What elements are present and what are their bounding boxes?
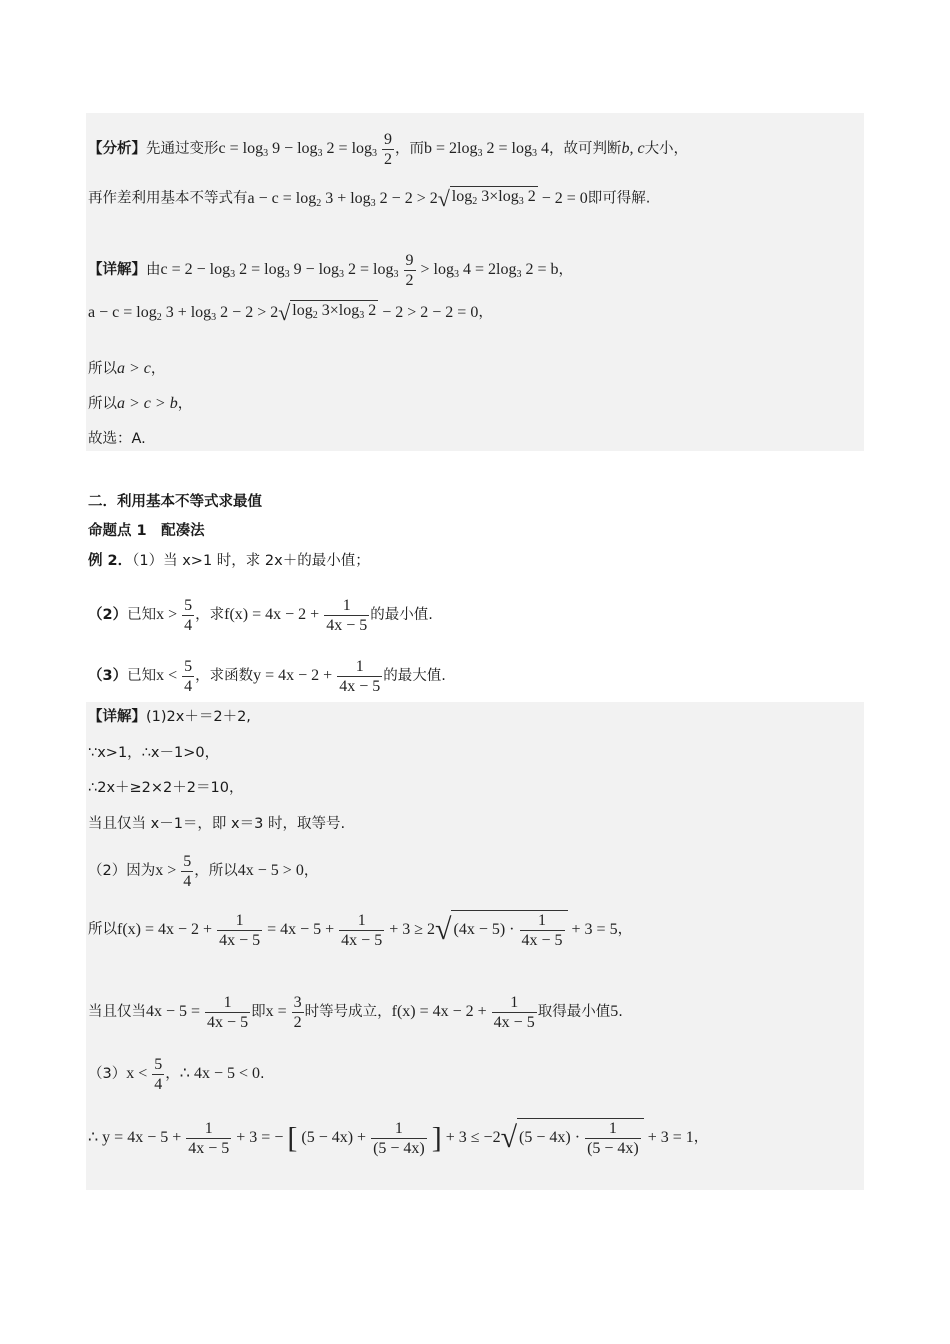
detail2-l5-condition: x > $\frac{5}{4}$ <box>155 853 192 890</box>
example-q3-function: y = 4x − 2 + $\frac{1}{4x - 5}$ <box>253 658 381 695</box>
detail2-l7-text-b: 即 <box>251 1004 266 1021</box>
detail2-line-6: 所以f(x) = 4x − 2 + $\frac{1}{4x - 5}$ = 4x − 5 + $\frac{1}{4x - 5}$ + 3 ≥ 2√ (4x − 5) · $\frac{1}{4x - 5}$ + 3 = 5， <box>88 911 633 949</box>
example-q2-text-a: 已知 <box>127 607 157 624</box>
detail1-line-3: 所以a > c， <box>88 360 166 377</box>
example-q2-text-c: 的最小值. <box>370 607 433 624</box>
detail2-label: 【详解】 <box>88 709 146 725</box>
example-label: 例 2． <box>88 553 133 569</box>
detail2-l5-text-a: （2）因为 <box>88 863 156 880</box>
detail2-line-4: 当且仅当 x－1＝，即 x＝3 时，取等号. <box>88 816 346 832</box>
detail2-l7-xvalue: x = $\frac{3}{2}$ <box>265 994 302 1031</box>
detail2-l7-min: 5 <box>610 1003 619 1021</box>
detail2-line-7: 当且仅当4x − 5 = $\frac{1}{4x - 5}$ 即x = $\frac{3}{2}$ 时等号成立，f(x) = 4x − 2 + $\frac{1}{4x - 5}$ 取得最小值5. <box>88 994 623 1031</box>
detail1-line4-text: 所以 <box>88 396 117 412</box>
analysis-text-d: 大小， <box>644 141 689 158</box>
analysis-text-b: ，而 <box>395 141 425 158</box>
detail2-line-3: ∴2x＋≥2×2＋2＝10， <box>88 780 244 796</box>
detail2-line-2: ∵x>1，∴x－1>0， <box>88 745 220 761</box>
analysis-line2-formula: $a - c = \log_2 3 + \log_3 2 - 2 > 2√$ $\log_2 3\times\log_3$ 2 − 2 = 0 <box>247 186 588 211</box>
detail2-l8-label: （3） <box>88 1066 127 1083</box>
detail2-l8-result: ∴ 4x − 5 < 0 <box>179 1065 260 1083</box>
analysis-line2-text-b: 即可得解. <box>587 190 651 207</box>
detail2-l9-formula: ∴ y = 4x − 5 + $\frac{1}{4x - 5}$ + 3 = − [ (5 − 4x) + $\frac{1}{(5 - 4x)}$ ] + 3 ≤ −2√ (5 − 4x) · $\frac{1}{(5 - 4x)}$ + 3 = 1 <box>88 1119 694 1157</box>
section-heading: 二．利用基本不等式求最值 <box>88 494 262 510</box>
detail2-line-1 <box>88 707 251 727</box>
detail2-l6-text: 所以 <box>88 921 117 938</box>
analysis-line2-text-a: 再作差利用基本不等式有 <box>88 190 248 207</box>
detail1-line-4: 所以a > c > b， <box>88 395 193 412</box>
detail1-line4-formula: a > c > b <box>117 395 178 412</box>
detail2-l7-function: f(x) = 4x − 2 + $\frac{1}{4x - 5}$ <box>391 994 535 1031</box>
analysis-formula-b: $b = 2\log_3$ $2 = \log_3 4$ <box>424 140 549 160</box>
example-q3-text-b: ，求函数 <box>195 668 254 685</box>
analysis-line-2 <box>88 186 650 214</box>
detail1-line1-text: 由 <box>146 262 161 279</box>
example-q2-function: f(x) = 4x − 2 + $\frac{1}{4x - 5}$ <box>224 597 368 634</box>
detail2-line-5: （2）因为x > $\frac{5}{4}$ ，所以4x − 5 > 0， <box>88 853 319 890</box>
detail2-l6-formula: f(x) = 4x − 2 + $\frac{1}{4x - 5}$ = 4x − 5 + $\frac{1}{4x - 5}$ + 3 ≥ 2√ (4x − 5) · $\frac{1}{4x - 5}$ + 3 = 5 <box>117 911 618 949</box>
detail2-l7-text-c: 时等号成立， <box>304 1004 392 1021</box>
detail2-l8-condition: x < $\frac{5}{4}$ <box>126 1056 163 1093</box>
detail2-l7-text-d: 取得最小值 <box>537 1004 611 1021</box>
detail2-line-8: （3）x < $\frac{5}{4}$ ，∴ 4x − 5 < 0. <box>88 1056 265 1093</box>
example-q2-condition: x > $\frac{5}{4}$ <box>156 597 193 634</box>
example-q3-condition: x < $\frac{5}{4}$ <box>156 658 193 695</box>
detail1-label: 【详解】 <box>88 262 146 279</box>
detail1-line1-formula: $c = 2 - \log_3 2 = \log_3 9 - \log_3 2 = \log_3$ $\frac{9}{2}$ > $\log_3 4 = 2\log_3$ 2 = b <box>160 252 559 289</box>
detail1-line-1: 【详解】由$c = 2 - \log_3 2 = \log_3 9 - \log_3 2 = \log_3$ $\frac{9}{2}$ > $\log_3 4 = 2\log_3$ 2 = b， <box>88 252 573 289</box>
analysis-label: 【分析】 <box>88 141 146 158</box>
detail2-l7-text-a: 当且仅当 <box>88 1004 146 1021</box>
detail1-line-2: $a - c = \log_2 3 + \log_3 2 - 2 > 2√$ $\log_2 3\times\log_3$ 2 − 2 > 2 − 2 = 0， <box>88 300 493 325</box>
detail2-l5-formula: 4x − 5 > 0 <box>237 862 304 880</box>
analysis-text-c: ，故可判断 <box>548 141 622 158</box>
analysis-formula-bc: b, c <box>621 140 645 158</box>
example-q2-label: （2） <box>88 607 128 624</box>
example-q1: （1）当 x>1 时，求 2x＋的最小值； <box>132 553 370 569</box>
detail1-line-5: 故选：A. <box>88 431 146 447</box>
detail2-l5-text-b: ，所以 <box>194 863 238 880</box>
detail2-line-9: ∴ y = 4x − 5 + $\frac{1}{4x - 5}$ + 3 = − [ (5 − 4x) + $\frac{1}{(5 - 4x)}$ ] + 3 ≤ −2√ (5 − 4x) · $\frac{1}{(5 - 4x)}$ + 3 = 1， <box>88 1119 709 1157</box>
detail1-line3-formula: a > c <box>117 360 151 377</box>
detail1-line3-text: 所以 <box>88 361 117 377</box>
example-q3-label: （3） <box>88 668 128 685</box>
example-q2-text-b: ，求 <box>195 607 225 624</box>
example-q3-line <box>88 657 446 696</box>
example-q1-line <box>88 551 370 571</box>
detail2-l1: (1)2x＋＝2＋2, <box>146 709 251 725</box>
detail2-l7-equality: 4x − 5 = $\frac{1}{4x - 5}$ <box>146 994 249 1031</box>
detail1-line2-formula: $a - c = \log_2 3 + \log_3 2 - 2 > 2√$ $\log_2 3\times\log_3$ 2 − 2 > 2 − 2 = 0 <box>88 300 479 325</box>
analysis-line-1 <box>88 130 688 169</box>
analysis-formula-c: $c = \log_3 9 - \log_3 2 = \log_3$ $\frac{9}{2}$ <box>218 131 393 168</box>
example-q2-line <box>88 596 433 635</box>
analysis-text-a: 先通过变形 <box>146 141 219 158</box>
section-subheading: 命题点 1 配凑法 <box>88 523 205 539</box>
example-q3-text-c: 的最大值. <box>383 668 446 685</box>
example-q3-text-a: 已知 <box>127 668 157 685</box>
